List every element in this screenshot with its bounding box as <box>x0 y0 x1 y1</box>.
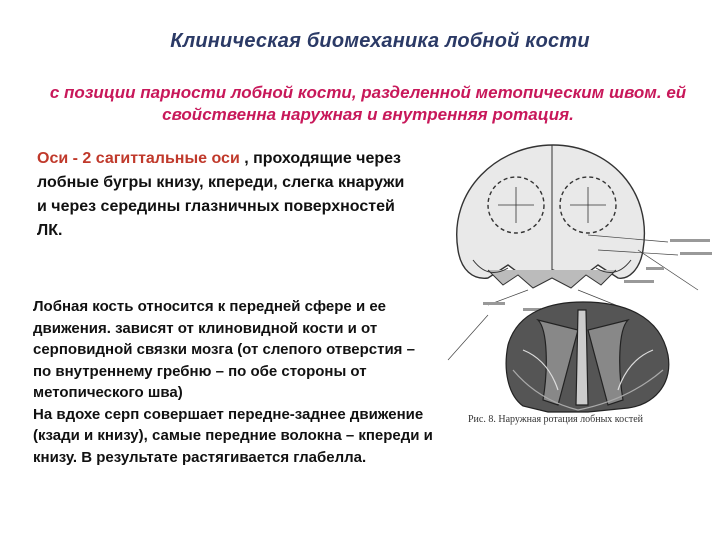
slide-title: Клиническая биомеханика лобной кости <box>170 30 590 52</box>
slide-subtitle: с позиции парности лобной кости, разделенной метопическим швом. ей свойственна наружная и внутренняя ротация. <box>49 83 687 124</box>
skull-illustration <box>428 130 718 445</box>
figure-caption: Рис. 8. Наружная ротация лобных костей <box>468 414 643 425</box>
axes-text: , проходящие через лобные бугры книзу, кпереди, слегка кнаружи и через середины глазничных поверхностей ЛК. <box>37 150 405 239</box>
body-text <box>33 296 433 468</box>
body-paragraph-1: Лобная кость относится к передней сфере и ее движения. зависят от клиновидной кости и от серповидной связки мозга (от слепого отверстия – по внутреннему гребню – по обе стороны от метопического шва) <box>33 298 415 401</box>
skull-drawing <box>428 130 718 445</box>
body-paragraph-2: На вдохе серп совершает передне-заднее движение (кзади и книзу), самые передние волокна – кпереди и книзу. В результате растягивается глабелла. <box>33 405 433 466</box>
skull-front-view <box>457 145 645 288</box>
axes-description <box>37 147 407 243</box>
skull-base-view <box>506 302 669 412</box>
axes-label: Оси - 2 сагиттальные оси <box>37 150 240 167</box>
